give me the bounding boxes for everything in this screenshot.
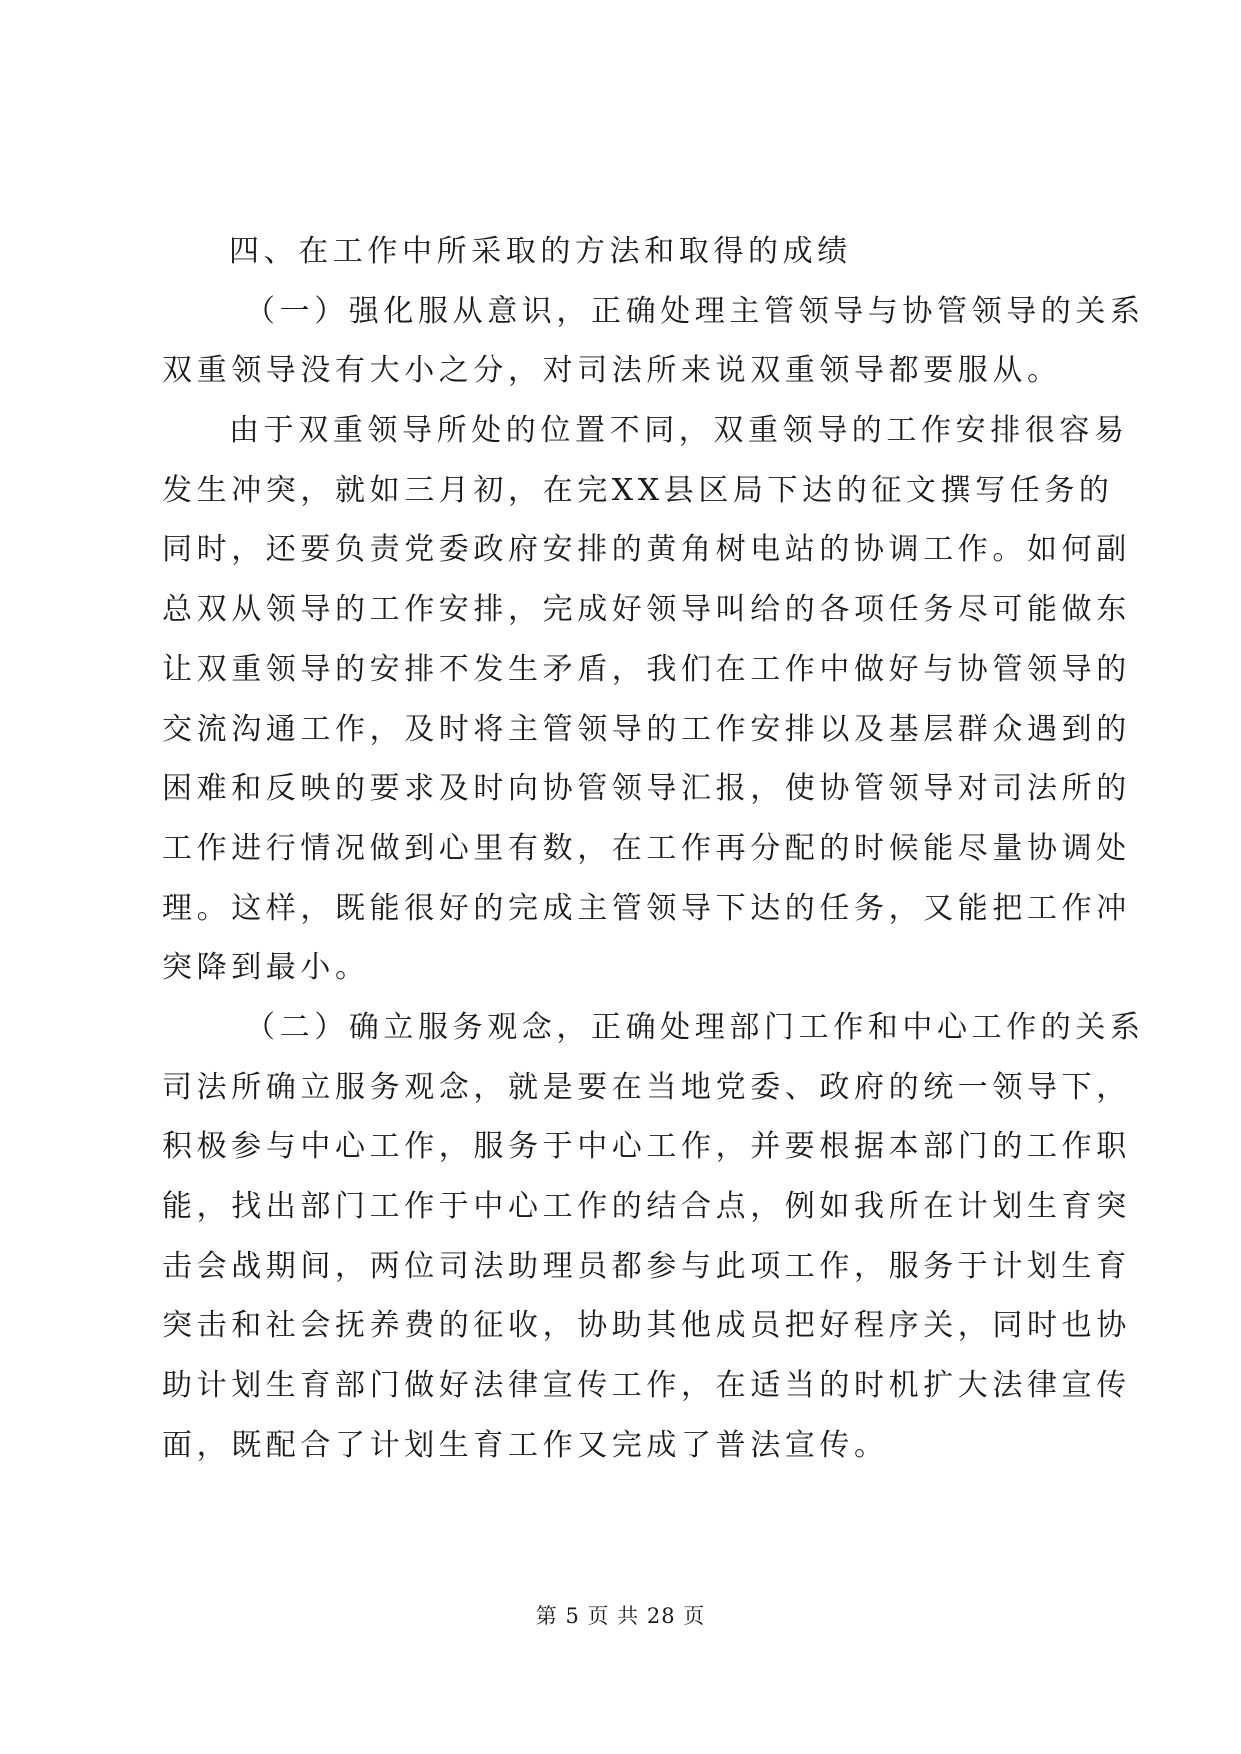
- body-line: 能，找出部门工作于中心工作的结合点，例如我所在计划生育突: [162, 1189, 1131, 1224]
- page-number-footer: 第 5 页 共 28 页: [535, 1604, 706, 1628]
- section-heading: 四、在工作中所采取的方法和取得的成绩: [229, 234, 852, 269]
- subsection-heading-1: （一）强化服从意识，正确处理主管领导与协管领导的关系: [245, 294, 1145, 329]
- body-line: 突降到最小。: [162, 950, 370, 985]
- paragraph-start: 由于双重领导所处的位置不同，双重领导的工作安排很容易: [229, 413, 1129, 448]
- body-line: 工作进行情况做到心里有数，在工作再分配的时候能尽量协调处: [162, 831, 1131, 866]
- body-line: 困难和反映的要求及时向协管领导汇报，使协管领导对司法所的: [162, 771, 1131, 806]
- body-line: 同时，还要负责党委政府安排的黄角树电站的协调工作。如何副: [162, 532, 1131, 567]
- body-line: 总双从领导的工作安排，完成好领导叫给的各项任务尽可能做东: [162, 592, 1131, 627]
- body-line: 助计划生育部门做好法律宣传工作，在适当的时机扩大法律宣传: [162, 1368, 1131, 1403]
- body-line: 让双重领导的安排不发生矛盾，我们在工作中做好与协管领导的: [162, 652, 1131, 687]
- body-line: 突击和社会抚养费的征收，协助其他成员把好程序关，同时也协: [162, 1308, 1131, 1343]
- body-line: 理。这样，既能很好的完成主管领导下达的任务，又能把工作冲: [162, 891, 1131, 926]
- body-line: 交流沟通工作，及时将主管领导的工作安排以及基层群众遇到的: [162, 712, 1131, 747]
- body-line: 面，既配合了计划生育工作又完成了普法宣传。: [162, 1428, 889, 1463]
- subsection-heading-2: （二）确立服务观念，正确处理部门工作和中心工作的关系: [245, 1010, 1145, 1045]
- body-line: 击会战期间，两位司法助理员都参与此项工作，服务于计划生育: [162, 1249, 1131, 1284]
- body-line: 积极参与中心工作，服务于中心工作，并要根据本部门的工作职: [162, 1129, 1131, 1164]
- body-line: 发生冲突，就如三月初，在完XX县区局下达的征文撰写任务的: [162, 473, 1114, 508]
- body-line: 双重领导没有大小之分，对司法所来说双重领导都要服从。: [162, 353, 1062, 388]
- body-line: 司法所确立服务观念，就是要在当地党委、政府的统一领导下，: [162, 1070, 1131, 1105]
